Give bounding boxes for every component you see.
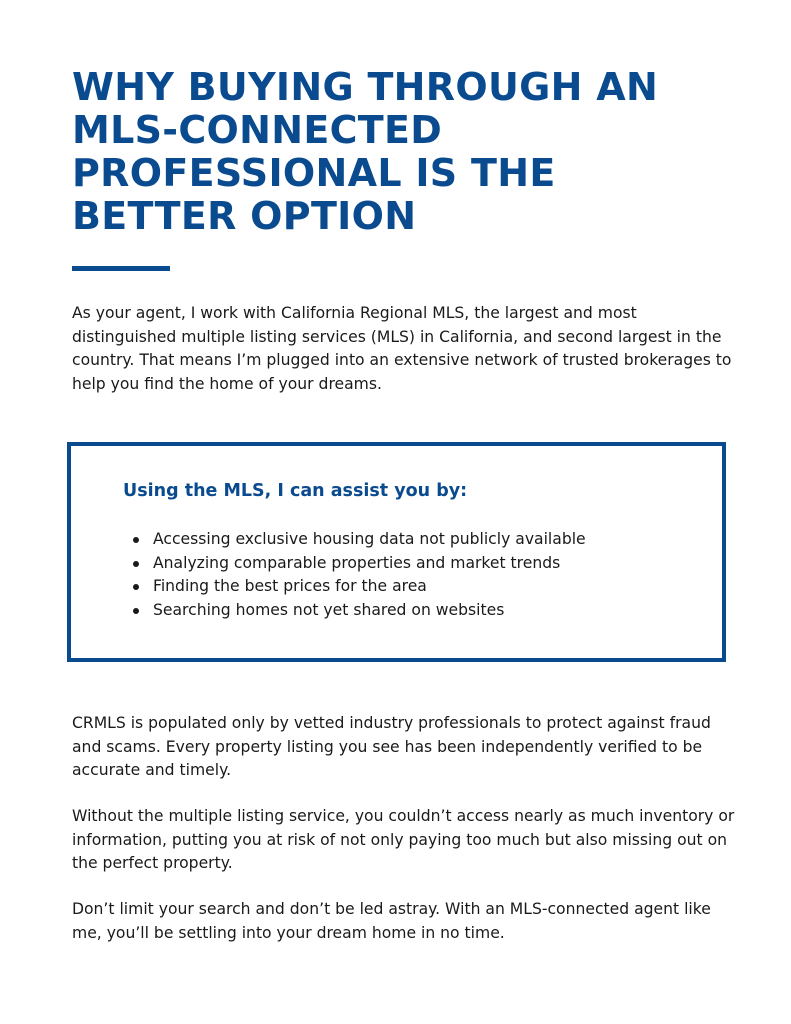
bullet-icon (133, 537, 139, 543)
bullet-icon (133, 584, 139, 590)
body-paragraph-crmls: CRMLS is populated only by vetted industry professionals to protect against fraud and scams. Every property listing you see has been independently verified to be accurate and timely. (72, 714, 711, 779)
list-item (123, 528, 586, 552)
list-item (123, 575, 586, 599)
bullet-icon (133, 608, 139, 614)
list-item-text: Finding the best prices for the area (153, 577, 427, 595)
list-item-text: Accessing exclusive housing data not publicly available (153, 530, 586, 548)
list-item (123, 599, 586, 623)
benefits-list (123, 528, 586, 622)
body-paragraph-closing: Don’t limit your search and don’t be led astray. With an MLS-connected agent like me, you’ll be settling into your dream home in no time. (72, 900, 711, 942)
page-title: WHY BUYING THROUGH AN MLS-CONNECTED PROFESSIONAL IS THE BETTER OPTION (72, 65, 659, 238)
box-heading: Using the MLS, I can assist you by: (123, 481, 468, 501)
bullet-icon (133, 561, 139, 567)
list-item (123, 552, 586, 576)
list-item-text: Analyzing comparable properties and market trends (153, 553, 561, 572)
title-underline (72, 266, 170, 271)
list-item-text: Searching homes not yet shared on websites (153, 600, 505, 619)
mls-benefits-box (67, 442, 726, 662)
intro-paragraph: As your agent, I work with California Regional MLS, the largest and most distinguished multiple listing services (MLS) in California, and second largest in the country. That means I’m plugged into an extensive network of trusted brokerages to help you find the home of your dreams. (72, 304, 732, 393)
body-paragraph-inventory: Without the multiple listing service, you couldn’t access nearly as much inventory or information, putting you at risk of not only paying too much but also missing out on the perfect property. (72, 807, 735, 872)
